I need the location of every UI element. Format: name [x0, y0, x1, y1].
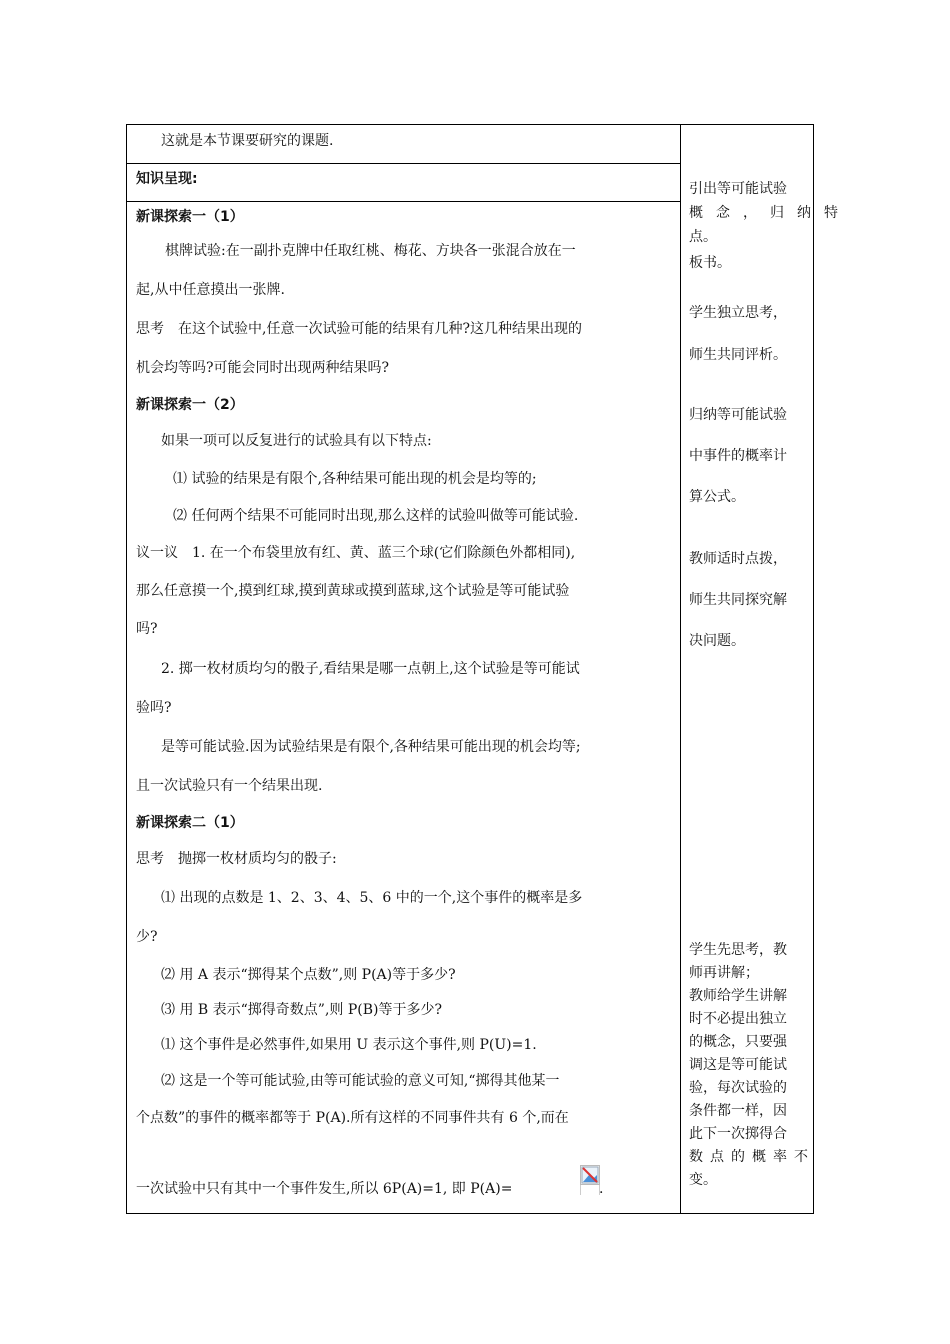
para: ⑴ 出现的点数是 1、2、3、4、5、6 中的一个,这个事件的概率是多	[161, 890, 583, 906]
section-explore-1-2: 新课探索一（2）	[136, 397, 244, 413]
side-note: 学生先思考，教	[689, 942, 787, 958]
side-note: 学生独立思考，	[689, 305, 787, 321]
side-note: 师生共同探究解	[689, 592, 787, 608]
section-explore-2-1: 新课探索二（1）	[136, 815, 244, 831]
side-note: 条件都一样，因	[689, 1103, 787, 1119]
side-note: 师再讲解；	[689, 965, 759, 981]
para: 少?	[136, 929, 158, 945]
side-note: 板书。	[689, 255, 731, 271]
side-note: 验，每次试验的	[689, 1080, 787, 1096]
side-note: 点。	[689, 229, 717, 245]
side-note: 决问题。	[689, 633, 745, 649]
side-note: 教师给学生讲解	[689, 988, 787, 1004]
para: ⑵ 任何两个结果不可能同时出现,那么这样的试验叫做等可能试验.	[173, 508, 579, 524]
para: 且一次试验只有一个结果出现.	[136, 778, 323, 794]
side-note: 数点的概率不	[689, 1149, 815, 1165]
side-note: 的概念，只要强	[689, 1034, 787, 1050]
para: 那么任意摸一个,摸到红球,摸到黄球或摸到蓝球,这个试验是等可能试验	[136, 583, 570, 599]
para: 棋牌试验:在一副扑克牌中任取红桃、梅花、方块各一张混合放在一	[165, 243, 576, 259]
side-note: 变。	[689, 1172, 717, 1188]
side-note: 引出等可能试验	[689, 181, 787, 197]
section-explore-1-1: 新课探索一（1）	[136, 209, 244, 225]
side-note: 此下一次掷得合	[689, 1126, 787, 1142]
side-note: 教师适时点拨，	[689, 551, 787, 567]
para: 思考 抛掷一枚材质均匀的骰子:	[136, 851, 337, 867]
para: 机会均等吗?可能会同时出现两种结果吗?	[136, 360, 390, 376]
para: 如果一项可以反复进行的试验具有以下特点:	[161, 433, 432, 449]
para: ⑵ 用 A 表示“掷得某个点数”,则 P(A)等于多少?	[161, 967, 456, 983]
para: 吗?	[136, 621, 158, 637]
para: 是等可能试验.因为试验结果是有限个,各种结果可能出现的机会均等;	[161, 739, 581, 755]
para: 验吗?	[136, 700, 172, 716]
para: ⑵ 这是一个等可能试验,由等可能试验的意义可知,“掷得其他某一	[161, 1073, 560, 1089]
side-note: 中事件的概率计	[689, 448, 787, 464]
row-divider-2	[127, 201, 680, 202]
side-note: 师生共同评析。	[689, 347, 787, 363]
para: ⑴ 试验的结果是有限个,各种结果可能出现的机会是均等的;	[173, 471, 537, 487]
section-knowledge: 知识呈现:	[136, 171, 198, 187]
para: 2. 掷一枚材质均匀的骰子,看结果是哪一点朝上,这个试验是等可能试	[161, 661, 580, 677]
para: ⑴ 这个事件是必然事件,如果用 U 表示这个事件,则 P(U)=1.	[161, 1037, 537, 1053]
side-note: 时不必提出独立	[689, 1011, 787, 1027]
side-note: 归纳等可能试验	[689, 407, 787, 423]
para: ⑶ 用 B 表示“掷得奇数点”,则 P(B)等于多少?	[161, 1002, 442, 1018]
para: 起,从中任意摸出一张牌.	[136, 282, 285, 298]
side-note: 算公式。	[689, 489, 745, 505]
intro-text: 这就是本节课要研究的课题.	[161, 133, 334, 149]
para: 一次试验中只有其中一个事件发生,所以 6P(A)=1, 即 P(A)=	[136, 1181, 513, 1197]
para: 思考 在这个试验中,任意一次试验可能的结果有几种?这几种结果出现的	[136, 321, 582, 337]
broken-image-icon	[580, 1165, 600, 1185]
column-divider	[680, 125, 681, 1213]
side-note: 调这是等可能试	[689, 1057, 787, 1073]
lesson-table	[126, 124, 851, 1214]
para: 个点数”的事件的概率都等于 P(A).所有这样的不同事件共有 6 个,而在	[136, 1110, 569, 1126]
row-divider-1	[127, 163, 680, 164]
para: 议一议 1. 在一个布袋里放有红、黄、蓝三个球(它们除颜色外都相同),	[136, 545, 576, 561]
para-end: .	[599, 1181, 604, 1197]
side-note: 概念，归纳特	[689, 205, 851, 221]
